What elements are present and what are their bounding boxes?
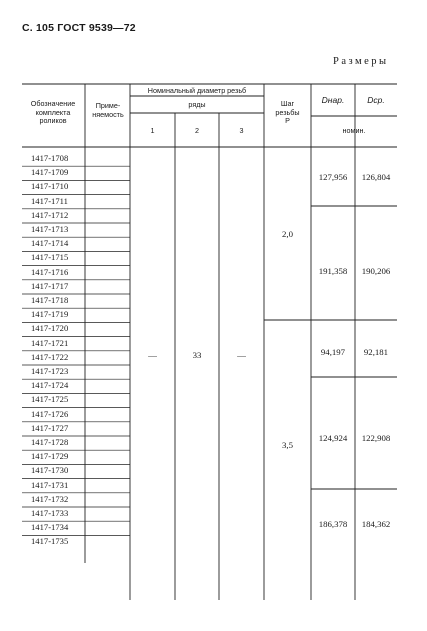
table-row: 1417-1725: [31, 394, 69, 405]
table-row: 1417-1729: [31, 451, 69, 462]
pitch-value-a: 2,0: [282, 229, 293, 239]
table-row: 1417-1716: [31, 266, 69, 277]
table-row: 1417-1728: [31, 437, 69, 447]
table-row: 1417-1731: [31, 479, 69, 490]
header-nominal: номин.: [342, 126, 366, 135]
table-row: 1417-1713: [31, 224, 69, 234]
header-designation: Обозначение комплекта роликов: [30, 99, 76, 125]
group3-dsr: 92,181: [363, 347, 389, 357]
table-row: 1417-1710: [31, 181, 69, 192]
table-row: 1417-1709: [31, 167, 69, 178]
table-row: 1417-1712: [31, 209, 69, 220]
group5-dnar: 186,378: [318, 519, 348, 529]
group2-dsr: 190,206: [361, 266, 391, 276]
table-row: 1417-1732: [31, 493, 69, 504]
header-series-2: 2: [195, 126, 199, 135]
table-row: 1417-1735: [31, 536, 69, 547]
table-row: 1417-1723: [31, 366, 69, 376]
table-row: 1417-1721: [31, 337, 69, 348]
series-3-dash: —: [237, 350, 246, 360]
group1-dnar: 127,956: [318, 172, 348, 182]
table-row: 1417-1718: [31, 295, 69, 305]
header-series-3: 3: [239, 126, 244, 135]
header-series-1: 1: [150, 126, 155, 135]
header-d-sr: Dср.: [367, 95, 385, 105]
table-row: 1417-1720: [31, 323, 69, 334]
group2-dnar: 191,358: [318, 266, 348, 276]
header-pitch: Шаг резьбы P: [275, 99, 300, 125]
table-row: 1417-1722: [31, 351, 69, 362]
table-row: 1417-1714: [31, 238, 69, 249]
table-row: 1417-1719: [31, 309, 69, 320]
table-row: 1417-1711: [31, 195, 68, 206]
table-row: 1417-1708: [31, 153, 69, 163]
group5-dsr: 184,362: [361, 519, 391, 529]
group1-dsr: 126,804: [361, 172, 391, 182]
table-row: 1417-1726: [31, 408, 69, 419]
group3-dnar: 94,197: [320, 347, 346, 357]
series-2-value: 33: [192, 350, 202, 360]
table-row: 1417-1724: [31, 380, 69, 391]
series-1-dash: —: [148, 350, 157, 360]
header-series: ряды: [188, 100, 206, 109]
header-d-nar: Dнар.: [321, 95, 345, 105]
table-row: 1417-1733: [31, 508, 69, 518]
page-header: С. 105 ГОСТ 9539—72: [22, 22, 136, 34]
group4-dnar: 124,924: [318, 433, 348, 443]
sizes-caption: Размеры: [333, 56, 389, 67]
table-row: 1417-1727: [31, 422, 69, 433]
table-row: 1417-1717: [31, 280, 69, 291]
group4-dsr: 122,908: [361, 433, 391, 443]
header-applicability: Приме- няемость: [92, 101, 124, 119]
table-row: 1417-1715: [31, 252, 69, 263]
table-row: 1417-1734: [31, 522, 69, 533]
table-row: 1417-1730: [31, 465, 69, 476]
header-nominal-diameter: Номинальный диаметр резьб: [147, 86, 247, 95]
pitch-value-b: 3,5: [282, 440, 293, 450]
